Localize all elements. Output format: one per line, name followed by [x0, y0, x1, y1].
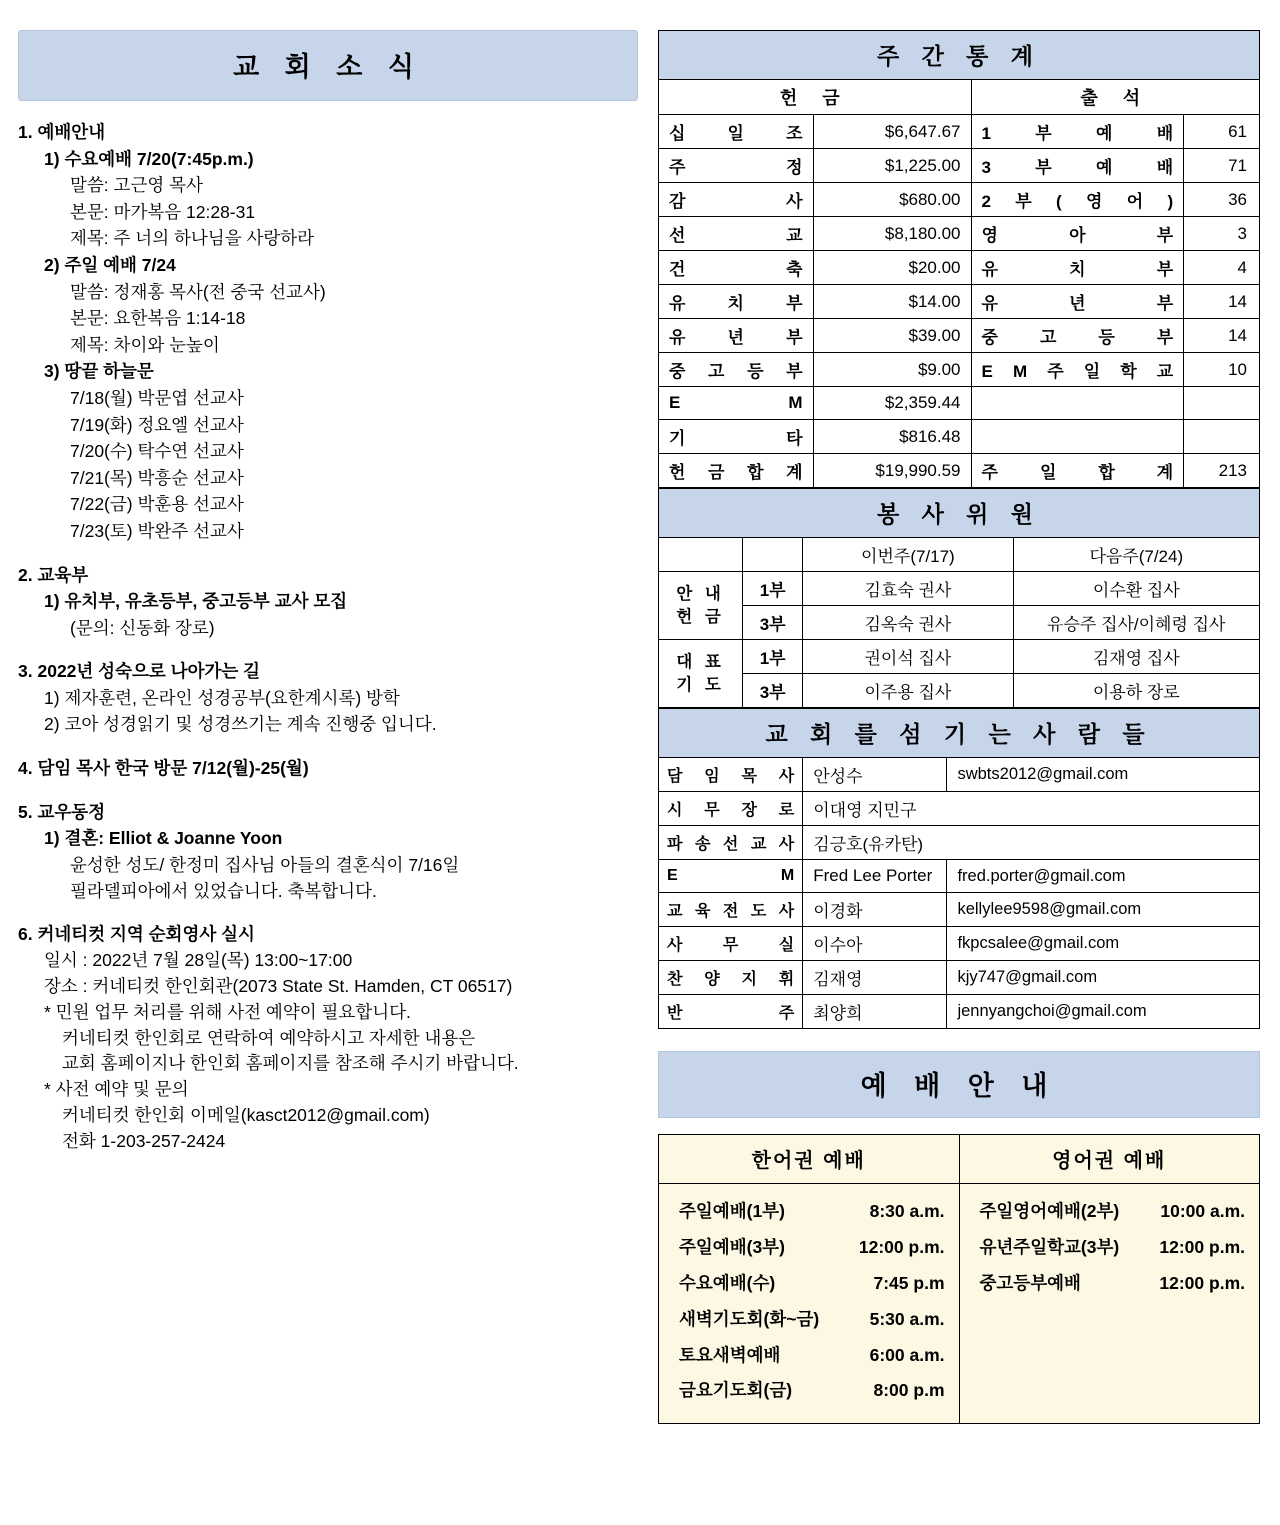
table-row: 찬 양 지 휘 김재영 kjy747@gmail.com [659, 961, 1260, 995]
table-row: 유 년 부 $39.00 중 고 등 부 14 [659, 319, 1260, 353]
table-row: 시 무 장 로 이대영 지민구 [659, 792, 1260, 826]
table-row: E M $2,359.44 [659, 387, 1260, 420]
table-row: 감 사 $680.00 2 부 ( 영 어 ) 36 [659, 183, 1260, 217]
weekly-statistics-table [658, 30, 1260, 488]
news-line: * 사전 예약 및 문의 [44, 1079, 189, 1100]
news-line: * 민원 업무 처리를 위해 사전 예약이 필요합니다. [44, 1001, 411, 1022]
news-line: 7/18(월) 박문엽 선교사 [70, 387, 244, 408]
right-column [658, 30, 1260, 1424]
table-row: 중 고 등 부 $9.00 E M 주 일 학 교 10 [659, 353, 1260, 387]
news-item-4 [18, 755, 638, 782]
news-line: 전화 1-203-257-2424 [62, 1131, 226, 1152]
table-row: 주 정 $1,225.00 3 부 예 배 71 [659, 149, 1260, 183]
worship-guide-table [658, 1134, 1260, 1424]
korean-worship-list [659, 1184, 960, 1424]
news-line: 일시 : 2022년 7월 28일(목) 13:00~17:00 [44, 949, 353, 970]
korean-worship-header: 한어권 예배 [659, 1135, 960, 1184]
table-row: 반 주 최양희 jennyangchoi@gmail.com [659, 995, 1260, 1029]
news-item-2-title: 2. 교육부 [18, 564, 89, 585]
news-item-1 [18, 119, 638, 545]
news-line: 7/22(금) 박훈용 선교사 [70, 494, 244, 515]
list-item: 토요새벽예배 6:00 a.m. [679, 1344, 945, 1365]
table-row: 사 무 실 이수아 fkpcsalee@gmail.com [659, 927, 1260, 961]
usher-offering-group: 안 내 헌 금 [659, 572, 743, 640]
table-row: 파 송 선 교 사 김긍호(유카탄) [659, 826, 1260, 860]
news-line: 제목: 차이와 눈높이 [70, 334, 220, 355]
news-line: 커네티컷 한인회 이메일(kasct2012@gmail.com) [62, 1105, 430, 1126]
table-row: 선 교 $8,180.00 영 아 부 3 [659, 217, 1260, 251]
news-item-6-title: 6. 커네티컷 지역 순회영사 실시 [18, 924, 255, 945]
table-row: E M Fred Lee Porter fred.porter@gmail.com [659, 860, 1260, 893]
list-item: 중고등부예배 12:00 p.m. [979, 1272, 1245, 1293]
list-item: 주일영어예배(2부) 10:00 a.m. [979, 1201, 1245, 1221]
table-row: 안 내 헌 금 1부 김효숙 권사 이수환 집사 [659, 572, 1260, 606]
news-line: 7/20(수) 탁수연 선교사 [70, 441, 244, 462]
next-week-header: 다음주(7/24) [1013, 538, 1259, 572]
staff-banner: 교 회 를 섬 기 는 사 람 들 [659, 709, 1260, 758]
news-line: 7/21(목) 박흥순 선교사 [70, 467, 244, 488]
volunteers-banner: 봉 사 위 원 [659, 489, 1260, 538]
table-row: 건 축 $20.00 유 치 부 4 [659, 251, 1260, 285]
table-row: 3부 김옥숙 권사 유승주 집사/이혜령 집사 [659, 606, 1260, 640]
news-item-2-sub-1: 1) 유치부, 유초등부, 중고등부 교사 모집 (문의: 신동화 장로) [44, 588, 638, 641]
news-item-4-title: 4. 담임 목사 한국 방문 7/12(월)-25(월) [18, 758, 309, 779]
news-line: 커네티컷 한인회로 연락하여 예약하시고 자세한 내용은 [62, 1027, 476, 1048]
table-row: 십 일 조 $6,647.67 1 부 예 배 61 [659, 115, 1260, 149]
news-item-3-sub-2: 2) 코아 성경읽기 및 성경쓰기는 계속 진행중 입니다. [44, 714, 437, 735]
news-line: 말씀: 고근영 목사 [70, 175, 203, 196]
news-line: 7/23(토) 박완주 선교사 [70, 520, 244, 541]
news-item-5-title: 5. 교우동정 [18, 801, 106, 822]
table-row: 기 타 $816.48 [659, 420, 1260, 454]
table-row: 대 표 기 도 1부 권이석 집사 김재영 집사 [659, 640, 1260, 674]
volunteers-table [658, 488, 1260, 708]
prayer-group: 대 표 기 도 [659, 640, 743, 708]
english-worship-list [959, 1184, 1260, 1424]
list-item: 금요기도회(금) 8:00 p.m [679, 1380, 945, 1401]
news-line: 말씀: 정재홍 목사(전 중국 선교사) [70, 281, 326, 302]
this-week-header: 이번주(7/17) [803, 538, 1013, 572]
news-item-6 [18, 922, 638, 1155]
news-line: 장소 : 커네티컷 한인회관(2073 State St. Hamden, CT 06517) [44, 975, 513, 996]
news-item-1-title: 1. 예배안내 [18, 122, 106, 142]
news-item-5-sub-1: 1) 결혼: Elliot & Joanne Yoon 윤성한 성도/ 한정미 집사님 아들의 결혼식이 7/16일 필라델피아에서 있었습니다. 축복합니다. [44, 825, 638, 905]
news-line: 본문: 요한복음 1:14-18 [70, 308, 246, 329]
list-item: 수요예배(수) 7:45 p.m [679, 1272, 945, 1293]
news-item-1-sub-3: 3) 땅끝 하늘문 7/18(월) 박문엽 선교사 7/19(화) 정요엘 선교사 7/20(수) 탁수연 선교사 7/21(목) 박흥순 선교사 7/22(금) 박훈용 선교사 7/23(토) 박완주 선교사 [44, 358, 638, 544]
church-news-body [18, 119, 638, 1155]
table-row: 담 임 목 사 안성수 swbts2012@gmail.com [659, 758, 1260, 792]
attendance-header: 출 석 [971, 80, 1259, 115]
offering-header: 헌 금 [659, 80, 972, 115]
news-item-3-sub-1: 1) 제자훈련, 온라인 성경공부(요한계시록) 방학 [44, 687, 400, 708]
news-item-3-title: 3. 2022년 성숙으로 나아가는 길 [18, 661, 261, 682]
table-row: 유 치 부 $14.00 유 년 부 14 [659, 285, 1260, 319]
list-item: 주일예배(1부) 8:30 a.m. [679, 1201, 945, 1221]
table-row-total: 헌 금 합 계 $19,990.59 주 일 합 계 213 [659, 454, 1260, 488]
news-line: 교회 홈페이지나 한인회 홈페이지를 참조해 주시기 바랍니다. [62, 1053, 519, 1074]
staff-table [658, 708, 1260, 1029]
news-line: 제목: 주 너의 하나님을 사랑하라 [70, 228, 315, 249]
news-line: 본문: 마가복음 12:28-31 [70, 201, 256, 222]
table-row: 교 육 전 도 사 이경화 kellylee9598@gmail.com [659, 893, 1260, 927]
list-item: 유년주일학교(3부) 12:00 p.m. [979, 1236, 1245, 1257]
news-line: (문의: 신동화 장로) [70, 617, 215, 638]
news-line: 7/19(화) 정요엘 선교사 [70, 414, 244, 435]
table-row: 3부 이주용 집사 이용하 장로 [659, 674, 1260, 708]
weekly-statistics-banner: 주 간 통 계 [659, 31, 1260, 80]
church-news-column [18, 30, 638, 1166]
list-item: 새벽기도회(화~금) 5:30 a.m. [679, 1308, 945, 1329]
news-item-1-sub-1: 1) 수요예배 7/20(7:45p.m.) 말씀: 고근영 목사 본문: 마가복음 12:28-31 제목: 주 너의 하나님을 사랑하라 [44, 146, 638, 252]
news-item-5 [18, 799, 638, 905]
list-item: 주일예배(3부) 12:00 p.m. [679, 1236, 945, 1257]
news-item-2 [18, 562, 638, 642]
church-news-banner: 교 회 소 식 [18, 30, 638, 101]
news-item-1-sub-2: 2) 주일 예배 7/24 말씀: 정재홍 목사(전 중국 선교사) 본문: 요한복음 1:14-18 제목: 차이와 눈높이 [44, 252, 638, 358]
news-line: 필라델피아에서 있었습니다. 축복합니다. [70, 881, 377, 902]
news-line: 윤성한 성도/ 한정미 집사님 아들의 결혼식이 7/16일 [70, 854, 460, 875]
english-worship-header: 영어권 예배 [959, 1135, 1260, 1184]
news-item-3 [18, 658, 638, 738]
worship-guide-banner: 예 배 안 내 [658, 1051, 1260, 1118]
